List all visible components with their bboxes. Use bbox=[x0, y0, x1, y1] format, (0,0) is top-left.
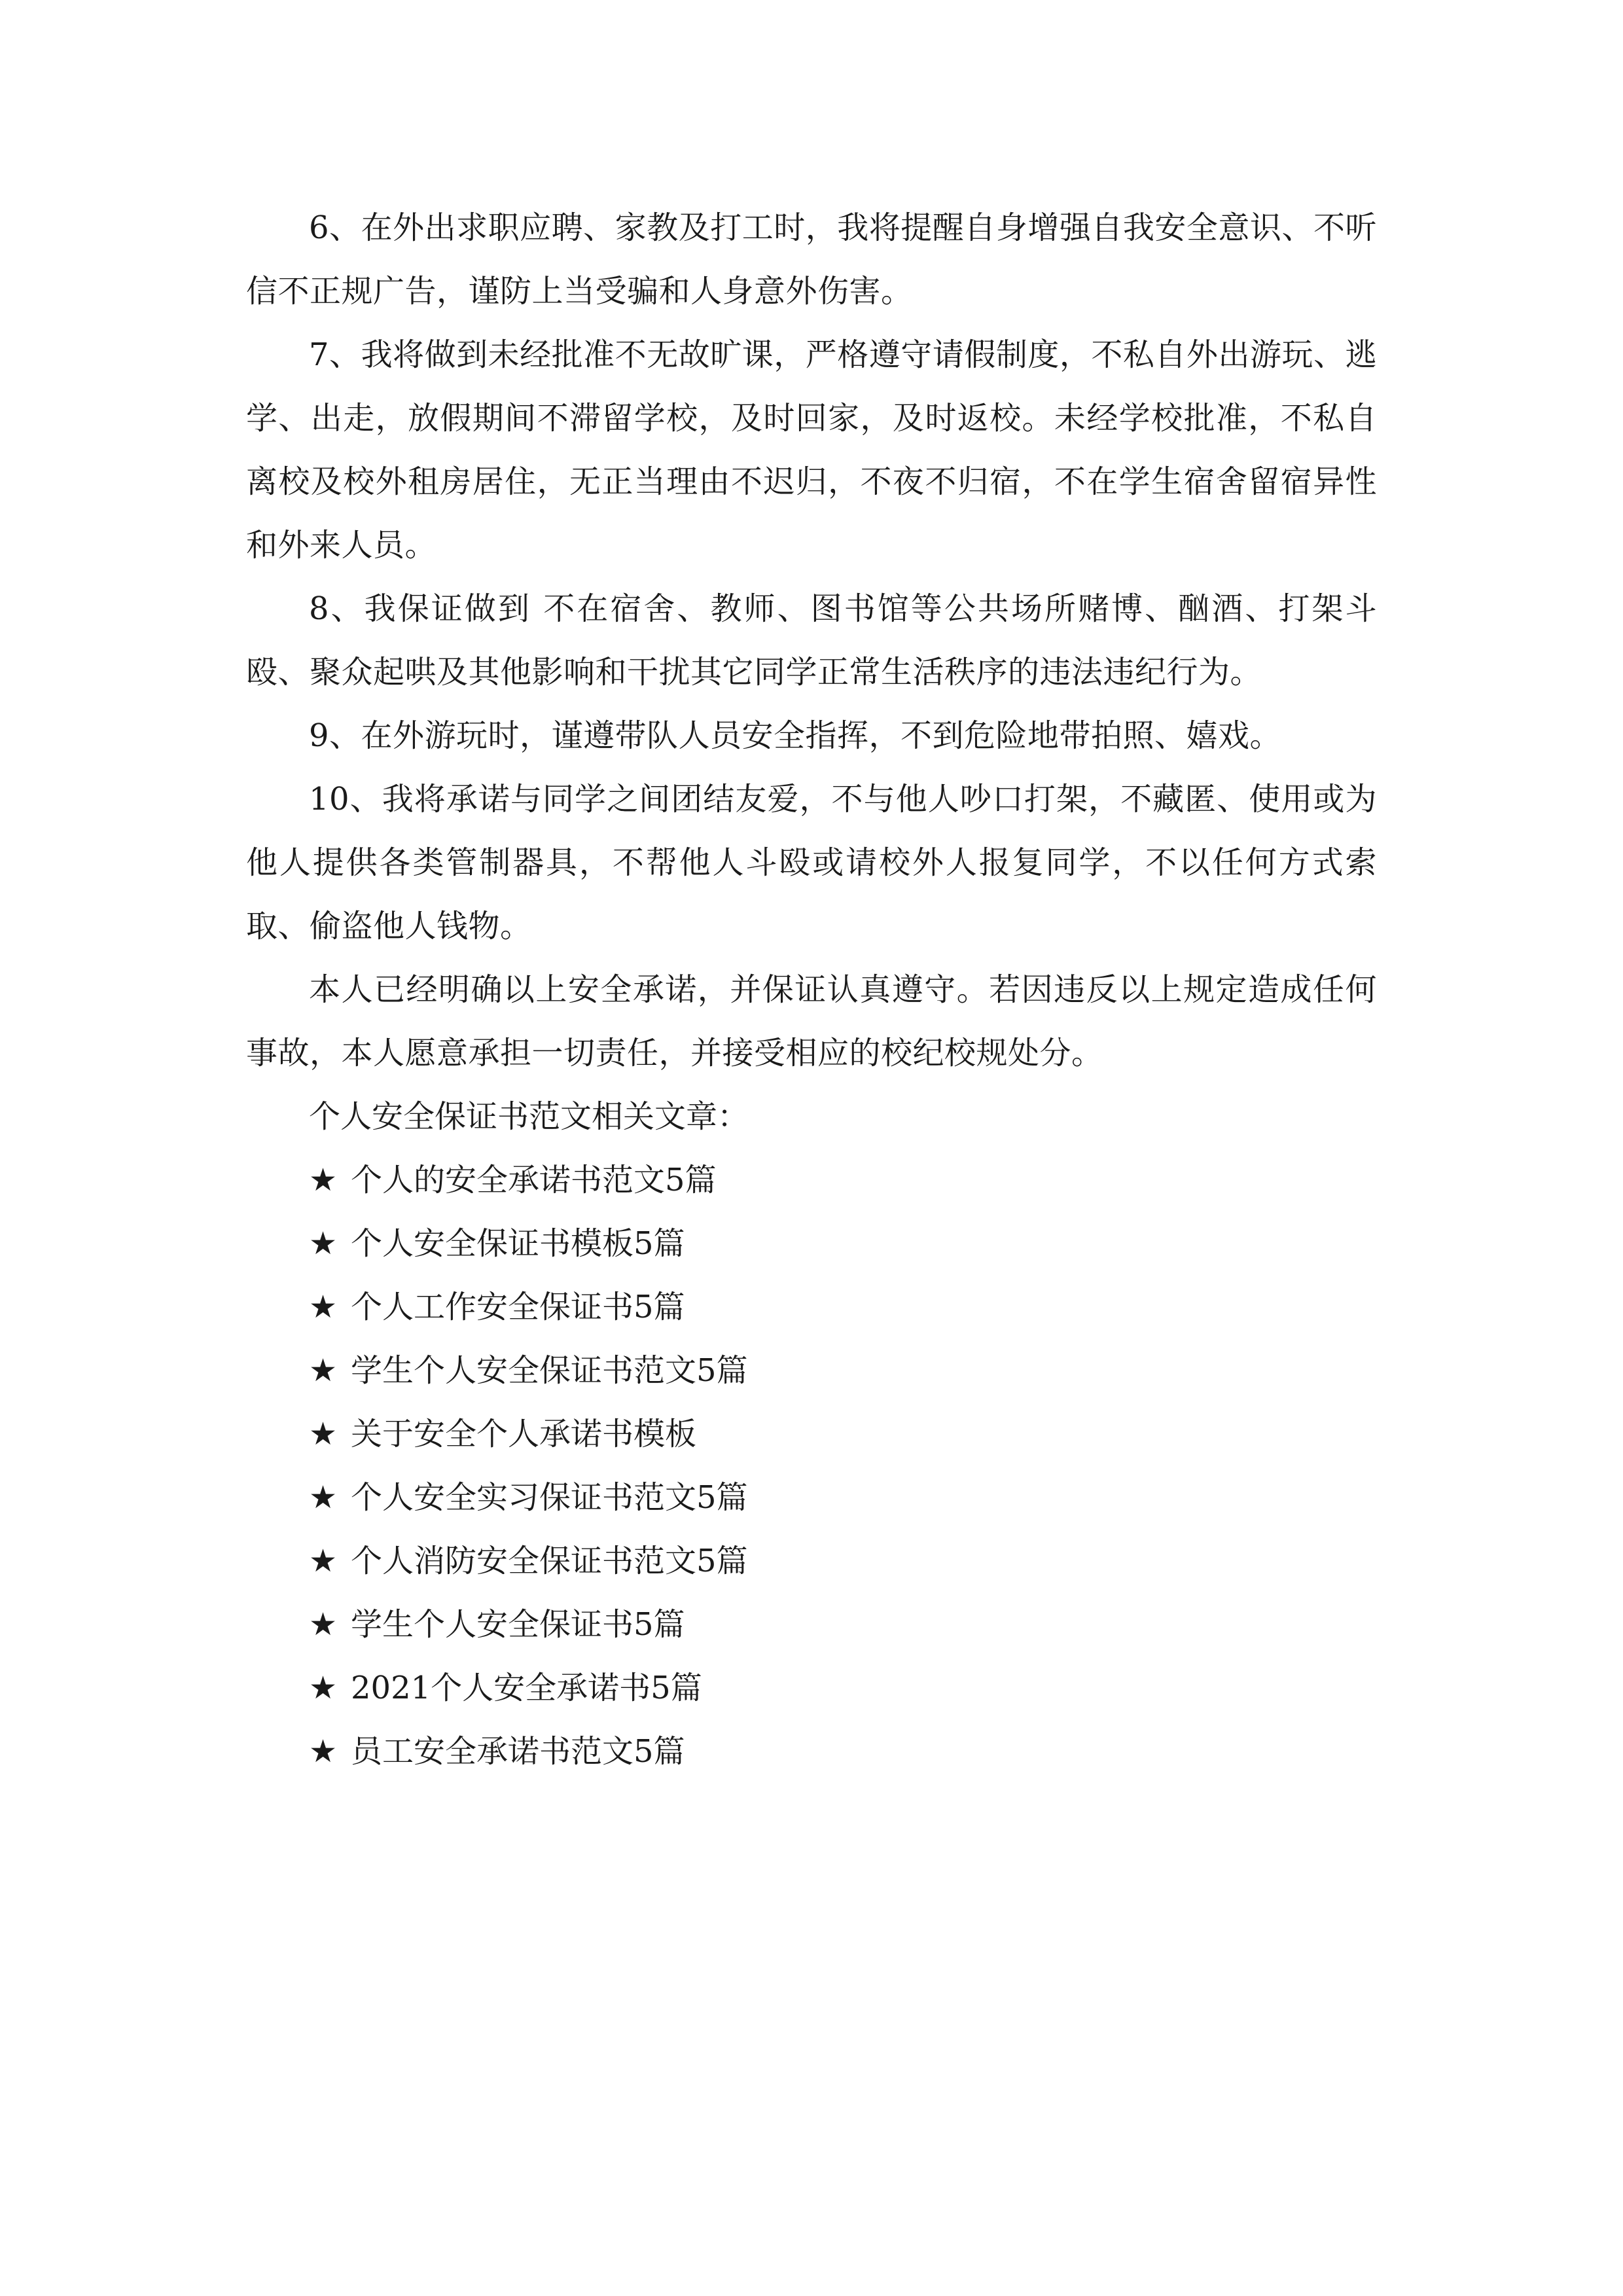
related-article-label: 个人工作安全保证书5篇 bbox=[351, 1289, 685, 1325]
star-icon: ★ bbox=[309, 1162, 338, 1198]
star-icon: ★ bbox=[309, 1606, 338, 1643]
star-icon: ★ bbox=[309, 1289, 338, 1325]
related-article-link[interactable] bbox=[246, 1276, 1377, 1339]
paragraph-item-7: 7、我将做到未经批准不无故旷课，严格遵守请假制度，不私自外出游玩、逃学、出走，放假期间不滞留学校，及时回家，及时返校。未经学校批准，不私自离校及校外租房居住，无正当理由不迟归，不夜不归宿，不在学生宿舍留宿异性和外来人员。 bbox=[246, 336, 1377, 564]
related-article-label: 学生个人安全保证书5篇 bbox=[351, 1606, 685, 1643]
star-icon: ★ bbox=[309, 1225, 338, 1262]
star-icon: ★ bbox=[309, 1416, 338, 1452]
related-article-link[interactable] bbox=[246, 1212, 1377, 1276]
document-body bbox=[246, 196, 1377, 1784]
related-article-link[interactable] bbox=[246, 1593, 1377, 1657]
related-article-link[interactable] bbox=[246, 1720, 1377, 1784]
related-article-label: 员工安全承诺书范文5篇 bbox=[351, 1733, 685, 1770]
related-article-link[interactable] bbox=[246, 1530, 1377, 1593]
related-article-link[interactable] bbox=[246, 1657, 1377, 1720]
related-article-label: 关于安全个人承诺书模板 bbox=[351, 1416, 697, 1452]
paragraph-item-10: 10、我将承诺与同学之间团结友爱，不与他人吵口打架，不藏匿、使用或为他人提供各类管制器具，不帮他人斗殴或请校外人报复同学，不以任何方式索取、偷盗他人钱物。 bbox=[246, 781, 1377, 944]
related-article-label: 个人安全保证书模板5篇 bbox=[351, 1225, 685, 1262]
star-icon: ★ bbox=[309, 1670, 338, 1706]
paragraph-item-8: 8、我保证做到 不在宿舍、教师、图书馆等公共场所赌博、酗酒、打架斗殴、聚众起哄及其他影响和干扰其它同学正常生活秩序的违法违纪行为。 bbox=[246, 590, 1377, 691]
paragraph-item-9: 9、在外游玩时，谨遵带队人员安全指挥，不到危险地带拍照、嬉戏。 bbox=[309, 717, 1282, 754]
star-icon: ★ bbox=[309, 1543, 338, 1579]
paragraph-item-6: 6、在外出求职应聘、家教及打工时，我将提醒自身增强自我安全意识、不听信不正规广告，谨防上当受骗和人身意外伤害。 bbox=[246, 209, 1377, 310]
related-articles-list bbox=[246, 1149, 1377, 1784]
star-icon: ★ bbox=[309, 1352, 338, 1389]
related-article-label: 个人安全实习保证书范文5篇 bbox=[351, 1479, 748, 1516]
related-article-link[interactable] bbox=[246, 1403, 1377, 1466]
star-icon: ★ bbox=[309, 1479, 338, 1516]
related-articles-title: 个人安全保证书范文相关文章： bbox=[309, 1098, 749, 1135]
related-article-label: 2021个人安全承诺书5篇 bbox=[351, 1670, 702, 1706]
closing-statement: 本人已经明确以上安全承诺，并保证认真遵守。若因违反以上规定造成任何事故，本人愿意承担一切责任，并接受相应的校纪校规处分。 bbox=[246, 971, 1377, 1071]
related-article-link[interactable] bbox=[246, 1466, 1377, 1530]
related-article-label: 个人的安全承诺书范文5篇 bbox=[351, 1162, 717, 1198]
star-icon: ★ bbox=[309, 1733, 338, 1770]
related-article-link[interactable] bbox=[246, 1339, 1377, 1403]
related-article-label: 学生个人安全保证书范文5篇 bbox=[351, 1352, 748, 1389]
related-article-link[interactable] bbox=[246, 1149, 1377, 1212]
related-article-label: 个人消防安全保证书范文5篇 bbox=[351, 1543, 748, 1579]
